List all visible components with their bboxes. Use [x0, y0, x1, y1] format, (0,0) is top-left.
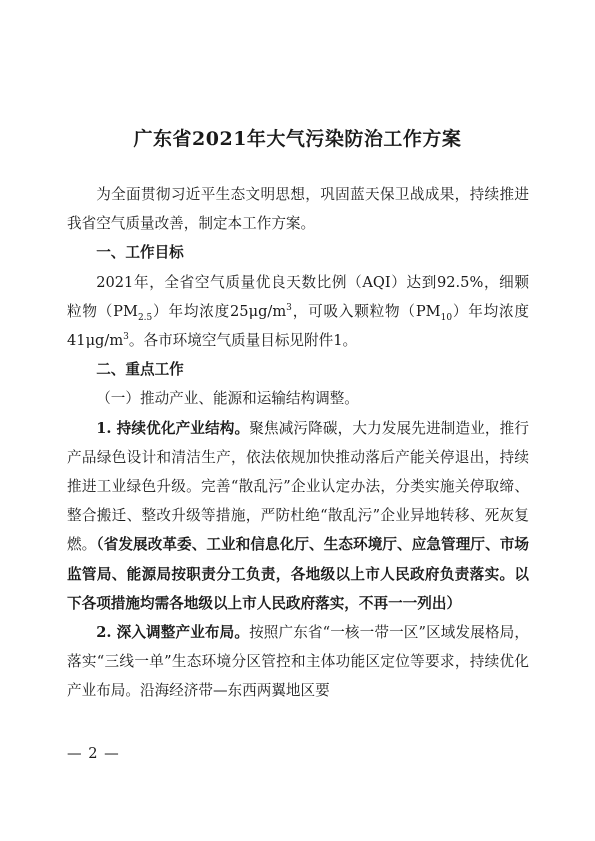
item1-text: 聚焦减污降碳，大力发展先进制造业，推行产品绿色设计和清洁生产，依法依规加快推动落后产能关停退出，持续推进工业绿色升级。完善“散乱污”企业认定办法，分类实施关停取缔、整合搬迁、整改升级等措施，严防杜绝“散乱污”企业异地转移、死灰复燃。: [67, 419, 529, 554]
document-title: 广东省2021年大气污染防治工作方案: [133, 128, 462, 150]
section-heading-key-work: 二、重点工作: [96, 361, 184, 379]
item1-responsibility-note: （省发展改革委、工业和信息化厅、生态环境厅、应急管理厅、市场监管局、能源局按职责分工负责，各地级以上市人民政府负责落实。以下各项措施均需各地级以上市人民政府落实，不再一一列出）: [67, 536, 529, 612]
item2-lead: 2. 深入调整产业布局。: [96, 624, 250, 642]
cubic-superscript-a: 3: [286, 302, 292, 313]
goals-text-e: 。各市环境空气质量目标见附件1。: [128, 332, 358, 350]
section-heading-goals: 一、工作目标: [96, 244, 184, 262]
item1-lead: 1. 持续优化产业结构。: [96, 419, 250, 437]
cubic-superscript-b: 3: [123, 332, 129, 343]
goals-text-d: ）年均浓度41μg/m: [67, 302, 529, 350]
item1-paragraph: [67, 414, 529, 618]
goals-paragraph: [67, 268, 529, 356]
pm10-subscript: 10: [440, 312, 453, 323]
item2-paragraph: [67, 618, 529, 706]
intro-paragraph: 为全面贯彻习近平生态文明思想，巩固蓝天保卫战成果，持续推进我省空气质量改善，制定本工作方案。: [67, 186, 529, 233]
goals-text-a: 2021年，全省空气质量优良天数比例（AQI）达到92.5%，细颗粒物（PM: [67, 273, 529, 320]
pm25-subscript: 2.5: [137, 312, 153, 323]
goals-text-b: ）年均浓度25μg/m: [152, 302, 287, 320]
document-body: [67, 180, 529, 706]
goals-text-c: ，可吸入颗粒物（PM: [291, 302, 441, 320]
page-number: — 2 —: [67, 745, 120, 762]
subsection-heading-structure: （一）推动产业、能源和运输结构调整。: [96, 390, 359, 408]
item2-text: 按照广东省“一核一带一区”区域发展格局，落实“三线一单”生态环境分区管控和主体功能区定位等要求，持续优化产业布局。沿海经济带—东西两翼地区要: [67, 624, 529, 700]
